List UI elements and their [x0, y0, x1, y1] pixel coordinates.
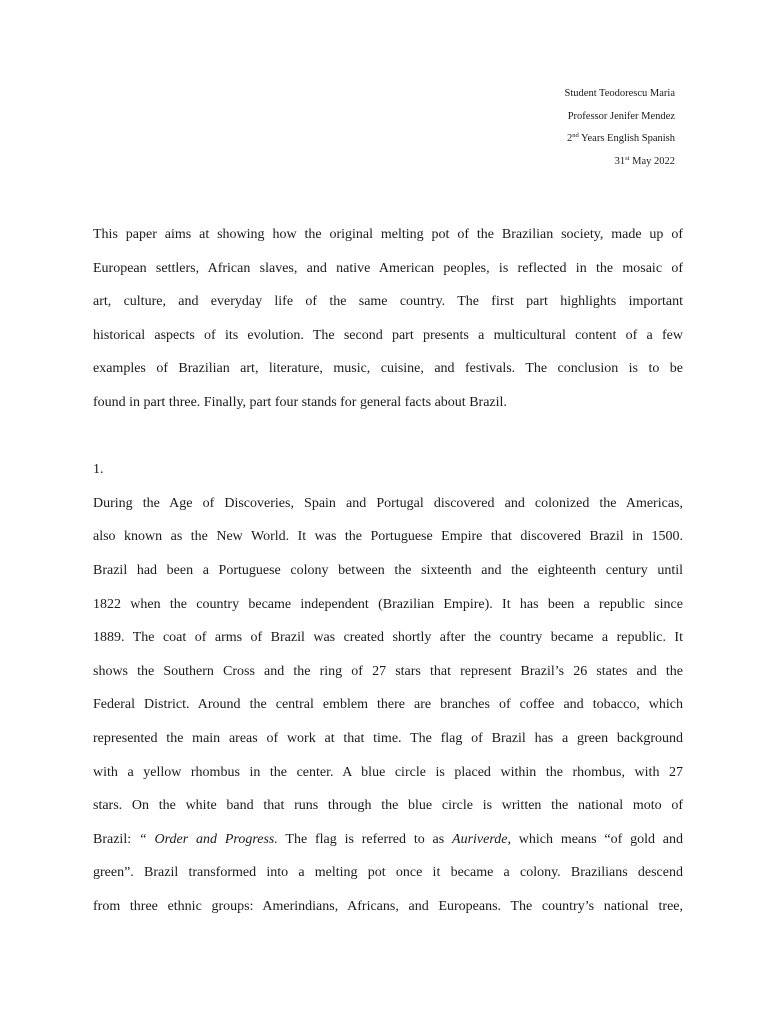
- text-line: represented the main areas of work at that time. The flag of Brazil has a green background: [93, 730, 683, 746]
- intro-paragraph: [93, 218, 683, 420]
- text-line: green”. Brazil transformed into a melting pot once it became a colony. Brazilians descend: [93, 865, 683, 881]
- text-line: art, culture, and everyday life of the same country. The first part highlights important: [93, 294, 683, 310]
- national-motto: “ Order and Progress.: [138, 831, 278, 847]
- text-line: During the Age of Discoveries, Spain and Portugal discovered and colonized the Americas,: [93, 495, 683, 511]
- text-line: shows the Southern Cross and the ring of 27 stars that represent Brazil’s 26 states and the: [93, 663, 683, 679]
- text-line: 1889. The coat of arms of Brazil was created shortly after the country became a republic. It: [93, 630, 683, 646]
- text-line: also known as the New World. It was the Portuguese Empire that discovered Brazil in 1500.: [93, 529, 683, 545]
- header-block: [565, 83, 675, 173]
- text-line: with a yellow rhombus in the center. A blue circle is placed within the rhombus, with 27: [93, 764, 683, 780]
- student-name: Student Teodorescu Maria: [564, 88, 675, 99]
- text-line: found in part three. Finally, part four stands for general facts about Brazil.: [93, 394, 507, 410]
- text-line: Brazil had been a Portuguese colony between the sixteenth and the eighteenth century until: [93, 562, 683, 578]
- text-line: 1822 when the country became independent (Brazilian Empire). It has been a republic since: [93, 596, 683, 612]
- section-number: 1.: [93, 462, 104, 478]
- text-line: European settlers, African slaves, and native American peoples, is reflected in the mosaic of: [93, 260, 683, 276]
- text-line: historical aspects of its evolution. The second part presents a multicultural content of a few: [93, 327, 683, 343]
- text-line: Brazil: “ Order and Progress. The flag is referred to as Auriverde, which means “of gold and: [93, 831, 683, 847]
- document-date: 31st May 2022: [614, 154, 675, 167]
- body-text: [93, 218, 683, 923]
- text-line: from three ethnic groups: Amerindians, Africans, and Europeans. The country’s national tree,: [93, 898, 683, 914]
- text-line: This paper aims at showing how the original melting pot of the Brazilian society, made up of: [93, 227, 683, 242]
- paragraph-gap: [93, 420, 683, 454]
- text-line: Federal District. Around the central emblem there are branches of coffee and tobacco, which: [93, 697, 683, 713]
- text-line: examples of Brazilian art, literature, music, cuisine, and festivals. The conclusion is to be: [93, 361, 683, 377]
- flag-nickname: Auriverde,: [452, 831, 511, 847]
- course-year: 2nd Years English Spanish: [566, 132, 675, 144]
- professor-name: Professor Jenifer Mendez: [567, 110, 675, 122]
- section-1-paragraph: [93, 487, 683, 924]
- text-line: stars. On the white band that runs through the blue circle is written the national moto of: [93, 798, 683, 814]
